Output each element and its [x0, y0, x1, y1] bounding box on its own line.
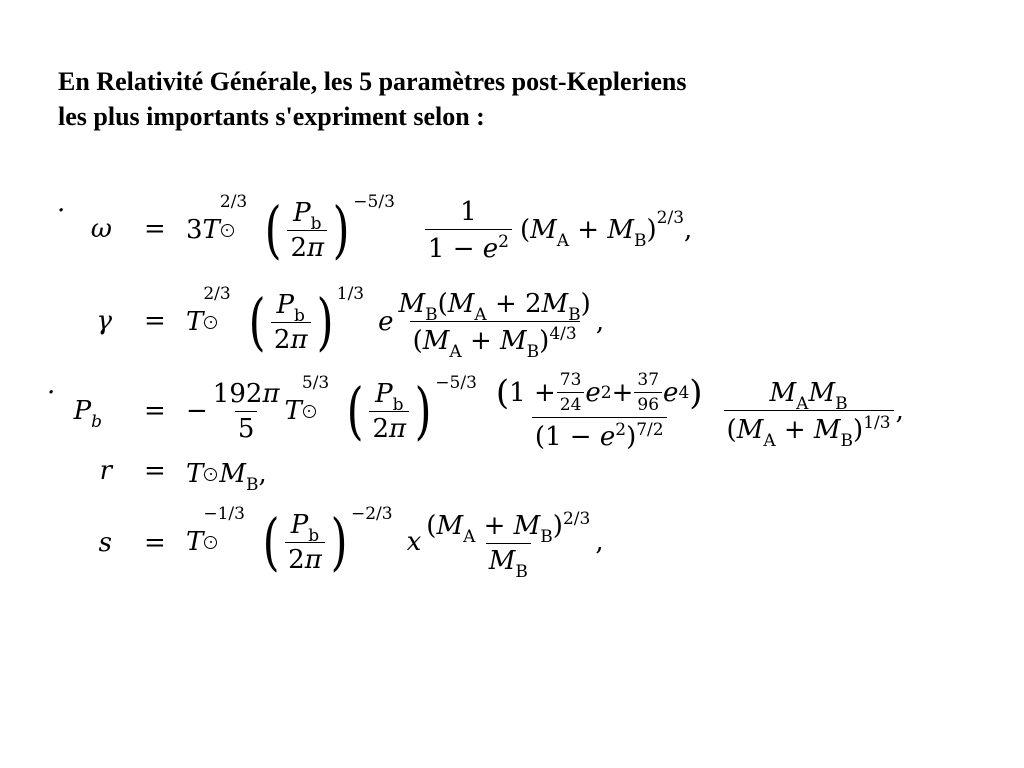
equation-gamma: γ = T 2/3 ( $\frac{P_b}{2\pi}$ ) 1/3 e $\frac{M_B(M_A + 2M_B)}{(M_A + M_B)^{4/3}}$ , [0, 282, 1024, 362]
equation-s: s = T −1/3 ( $\frac{P_b}{2\pi}$ ) −2/3 x $\frac{(M_A + M_B)^{2/3}}{M_B}$ , [0, 502, 1024, 582]
lhs-pb-dot: · $P_b$ [42, 396, 102, 426]
equation-pb-dot: · $P_b$ = − $\frac{192\pi}{5}$ T 5/3 ( $\frac{P_b}{2\pi}$ ) −5/3 ( 1 + $\frac{73}{24}$ e 2 + $\frac{37}{96}$ e 4 ) $(1 - e^2)^{7/2}$ $\frac{M_AM_B}{(M_A + M_B)^{1/3}}$ , [0, 368, 1024, 454]
lhs-r: r [99, 456, 112, 486]
equation-omega-dot: · ω = 3T 2/3 ( $\frac{P_b}{2\pi}$ ) −5/3 $\frac{1}{1 - e^2}$ $(M_A + M_B)$ 2/3 , [0, 190, 1024, 270]
heading [58, 64, 958, 134]
lhs-omega-dot: · ω [52, 214, 112, 244]
lhs-gamma: γ [96, 306, 112, 336]
equation-r: r = T $M_B$, [0, 456, 1024, 496]
heading-line-1: En Relativité Générale, les 5 paramètres post-Kepleriens [58, 67, 687, 96]
heading-line-2: les plus importants s'expriment selon : [58, 102, 485, 131]
lhs-s: s [98, 528, 112, 558]
